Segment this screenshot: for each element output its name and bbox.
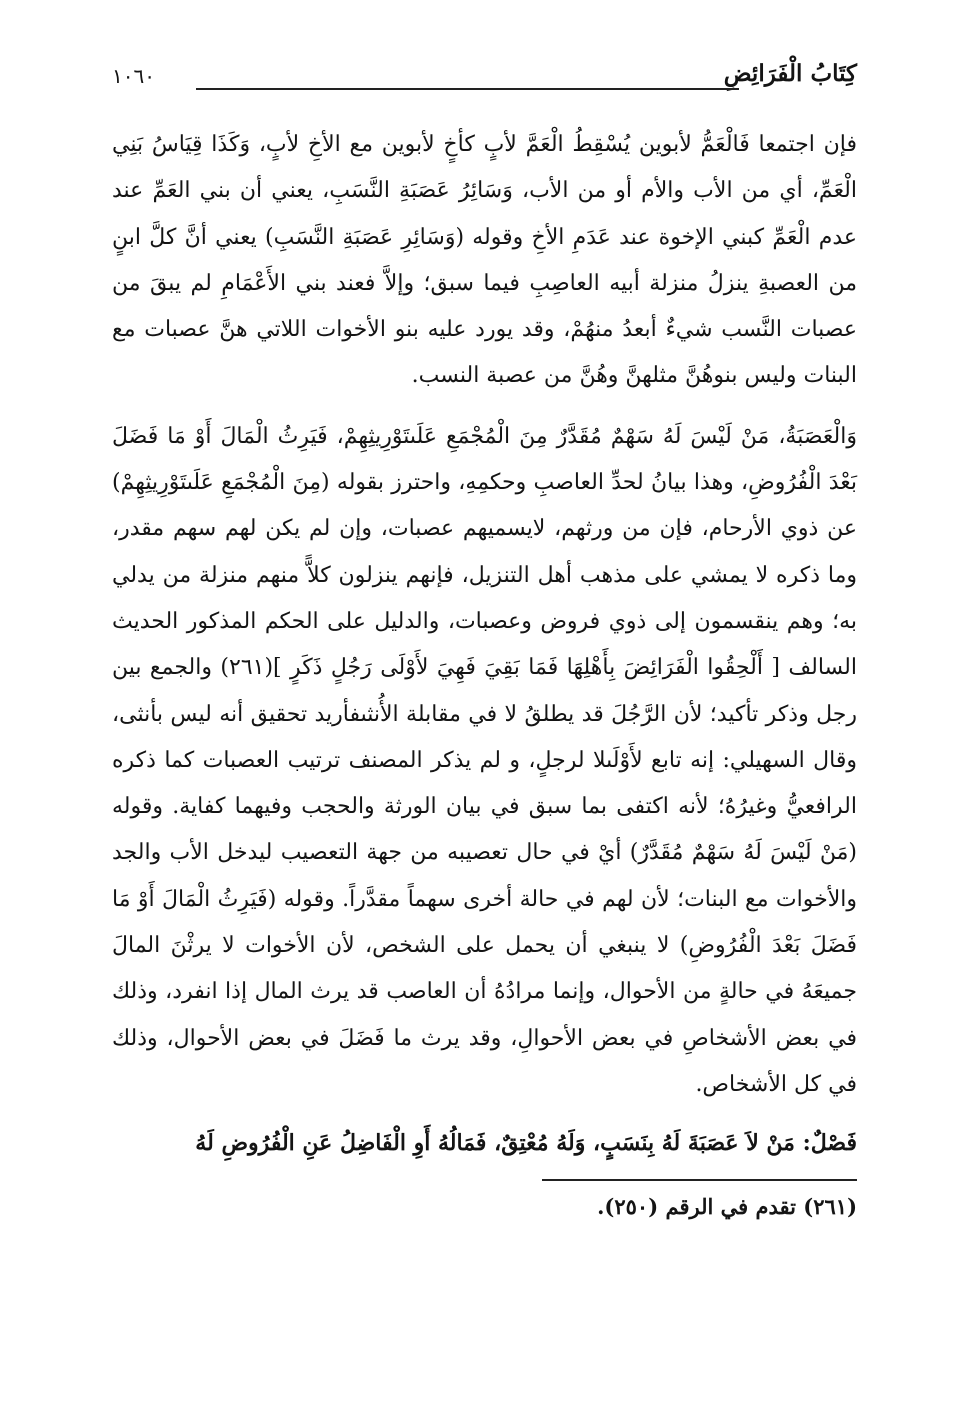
commentary-paragraph-2: وَالْعَصَبَةُ، مَنْ لَيْسَ لَهُ سَهْمٌ مُقَدَّرٌ مِنَ الْمُجْمَعِ عَلَىتَوْرِيثِهِمْ، فَيَرِثُ الْمَالَ أَوْ مَا فَضَلَ بَعْدَ الْفُرُوضِ، وهذا بيانُ لحدِّ العاصبِ وحكمِهِ، واحترز بقوله (مِنَ الْمُجْمَعِ عَلَىتَوْرِيثِهِمْ) عن ذوي الأرحام، فإن من ورثهم، لايسميهم عصبات، وإن لم يكن لهم سهم مقدر، وما ذكره لا يمشي على مذهب أهل التنزيل، فإنهم ينزلون كلاًّ منهم منزلة من يدلي به؛ وهم ينقسمون إلى ذوي فروض وعصبات، والدليل على الحكم المذكور الحديث السالف [ أَلْحِقُوا الْفَرَائِضَ بِأَهْلِهَا فَمَا بَقِيَ فَهِيَ لأَوْلَى رَجُلٍ ذَكَرٍ ](٢٦١) والجمع بين رجل وذكر تأكيد؛ لأن الرَّجُلَ قد يطلقُ لا في مقابلة الأُنثىفأريد تحقيق أنه ليس بأنثى، وقال السهيلي: إنه تابع لأَوْلَىلا لرجلٍ، و لم يذكر المصنف ترتيب العصبات كما ذكره الرافعيُّ وغيرُهُ؛ لأنه اكتفى بما سبق في بيان الورثة والحجب وفيهما كفاية. وقوله (مَنْ لَيْسَ لَهُ سَهْمٌ مُقَدَّرٌ) أيْ في حال تعصيبه من جهة التعصيب ليدخل الأب والجد والأخوات مع البنات؛ لأن لهم في حالة أخرى سهماً مقدَّراً. وقوله (فَيَرِثُ الْمَالَ أَوْ مَا فَضَلَ بَعْدَ الْفُرُوضِ) لا ينبغي أن يحمل على الشخص، لأن الأخوات لا يرثْنَ المالَ جميعَهُ في حالةٍ من الأحوال، وإنما مرادُهُ أن العاصب قد يرث المال إذا انفرد، وذلك في بعض الأشخاصِ في بعض الأحوالِ، وقد يرث ما فَضَلَ في بعض الأحوال، وذلك في كل الأشخاص. <box>112 423 857 1097</box>
book-title: كِتَابُ الْفَرَائِضِ <box>723 60 857 87</box>
main-text <box>112 122 857 1167</box>
book-page <box>112 52 857 1352</box>
running-head <box>112 52 857 104</box>
section-heading-paragraph: فَصْلٌ: مَنْ لاَ عَصَبَةَ لَهُ بِنَسَبٍ، وَلَهُ مُعْتِقٌ، فَمَالُهُ أَوِ الْفَاضِلُ عَنِ الْفُرُوضِ لَهُ <box>195 1130 857 1157</box>
footnote-rule <box>542 1179 857 1181</box>
footnote: (٢٦١) تقدم في الرقم (٢٥٠). <box>597 1193 857 1219</box>
page-number: ١٠٦٠ <box>112 64 155 88</box>
commentary-paragraph-1: فإن اجتمعا فَالْعَمُّ لأبوين يُسْقِطُ الْعَمَّ لأبٍ كأخٍ لأبوين مع الأخِ لأبٍ، وَكَذَا قِيَاسُ بَنِي الْعَمِّ، أي من الأب والأم أو من الأب، وَسَائِرُ عَصَبَةِ النَّسَبِ، يعني أن بني العَمِّ عند عدم الْعَمِّ كبني الإخوة عند عَدَمِ الأخِ وقوله (وَسَائِرِ عَصَبَةِ النَّسَبِ) يعني أنَّ كلَّ ابنٍ من العصبةِ ينزلُ منزلة أبيه العاصِبِ فيما سبق؛ وإلاَّ فعند بني الأَعْمَامِ لم يبقَ من عصبات النَّسب شيءٌ أبعدُ منهُمْ، وقد يورد عليه بنو الأخوات اللاتي هنَّ عصبات مع البنات وليس بنوهُنَّ مثلهنَّ وهُنَّ من عصبة النسب. <box>112 132 857 389</box>
header-rule <box>196 88 739 90</box>
